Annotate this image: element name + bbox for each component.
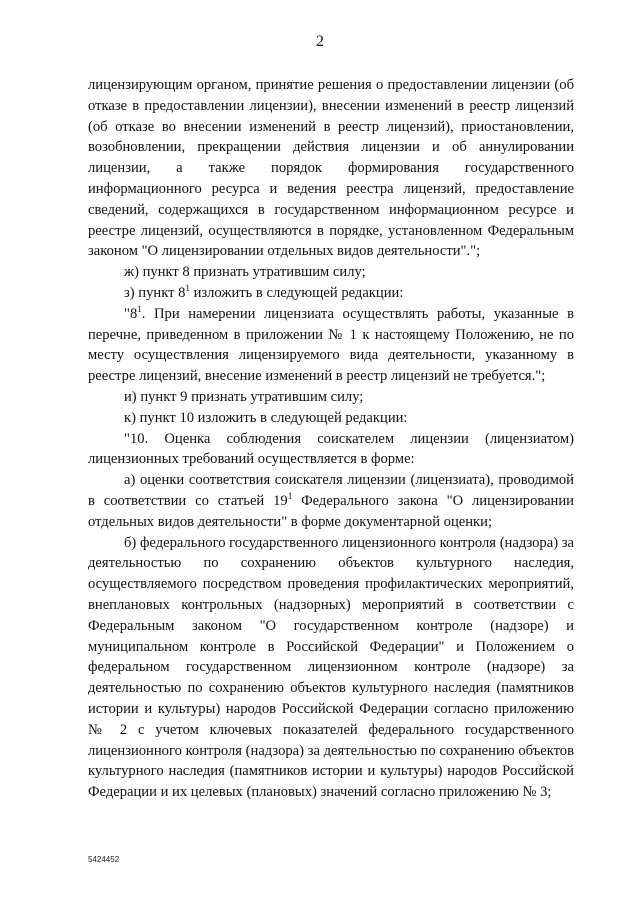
superscript: 1	[287, 491, 293, 502]
paragraph-item-i	[88, 387, 574, 408]
paragraph-text: к) пункт 10 изложить в следующей редакции:	[124, 409, 408, 426]
paragraph-continuation	[88, 75, 574, 262]
paragraph-clause-10	[88, 429, 574, 471]
paragraph-item-z	[88, 283, 574, 304]
paragraph-text: Федерального закона "О лицензировании отдельных видов деятельности" в форме документарной оценки;	[88, 492, 574, 530]
paragraph-text: ж) пункт 8 признать утратившим силу;	[124, 264, 366, 281]
paragraph-subitem-a	[88, 470, 574, 532]
paragraph-text: "10. Оценка соблюдения соискателем лицензии (лицензиатом) лицензионных требований осуществляется в форме:	[88, 430, 574, 468]
paragraph-text: з) пункт 8	[124, 284, 186, 301]
page-number: 2	[316, 33, 324, 50]
footer-document-code: 5424452	[88, 855, 120, 864]
paragraph-item-zh	[88, 262, 574, 283]
paragraph-text: а) оценки соответствия соискателя лицензии (лицензиата), проводимой в соответствии со статьей 19	[88, 472, 574, 509]
paragraph-text: и) пункт 9 признать утратившим силу;	[124, 388, 364, 405]
document-body	[88, 75, 574, 803]
paragraph-text: изложить в следующей редакции:	[189, 284, 404, 301]
superscript: 1	[137, 303, 142, 314]
paragraph-clause-8-1	[88, 304, 574, 387]
paragraph-subitem-b	[88, 533, 574, 803]
paragraph-text: "8	[124, 305, 138, 322]
paragraph-item-k	[88, 408, 574, 429]
paragraph-text: . При намерении лицензиата осуществлять работы, указанные в перечне, приведенном в приложении № 1 к настоящему Положению, не по месту осуществления лицензируемого вида деятельности, указанному в реестре лицензий, внесение изменений в реестр лицензий не требуется.";	[88, 305, 574, 385]
paragraph-text: б) федерального государственного лицензионного контроля (надзора) за деятельностью по сохранению объектов культурного наследия, осуществляемого посредством проведения профилактических мероприятий, внеплановых контрольных (надзорных) мероприятий в соответствии с Федеральным законом "О государственном контроле (надзоре) и муниципальном контроле в Российской Федерации" и Положением о федеральном государственном лицензионном контроле (надзоре) за деятельностью по сохранению объектов культурного наследия (памятников истории и культуры) народов Российской Федерации согласно приложению № 2 с учетом ключевых показателей федерального государственного лицензионного контроля (надзора) за деятельностью по сохранению объектов культурного наследия (памятников истории и культуры) народов Российской Федерации и их целевых (плановых) значений согласно приложению № 3;	[88, 534, 574, 801]
paragraph-text: лицензирующим органом, принятие решения о предоставлении лицензии (об отказе в предоставлении лицензии), внесении изменений в реестр лицензий (об отказе во внесении изменений в реестр лицензий), приостановлении, возобновлении, прекращении действия лицензии и об аннулировании лицензии, а также порядок формирования государственного информационного ресурса и ведения реестра лицензий, предоставление сведений, содержащихся в государственном информационном ресурсе и реестре лицензий, осуществляются в порядке, установленном Федеральным законом "О лицензировании отдельных видов деятельности".";	[88, 77, 574, 260]
superscript: 1	[185, 283, 190, 294]
